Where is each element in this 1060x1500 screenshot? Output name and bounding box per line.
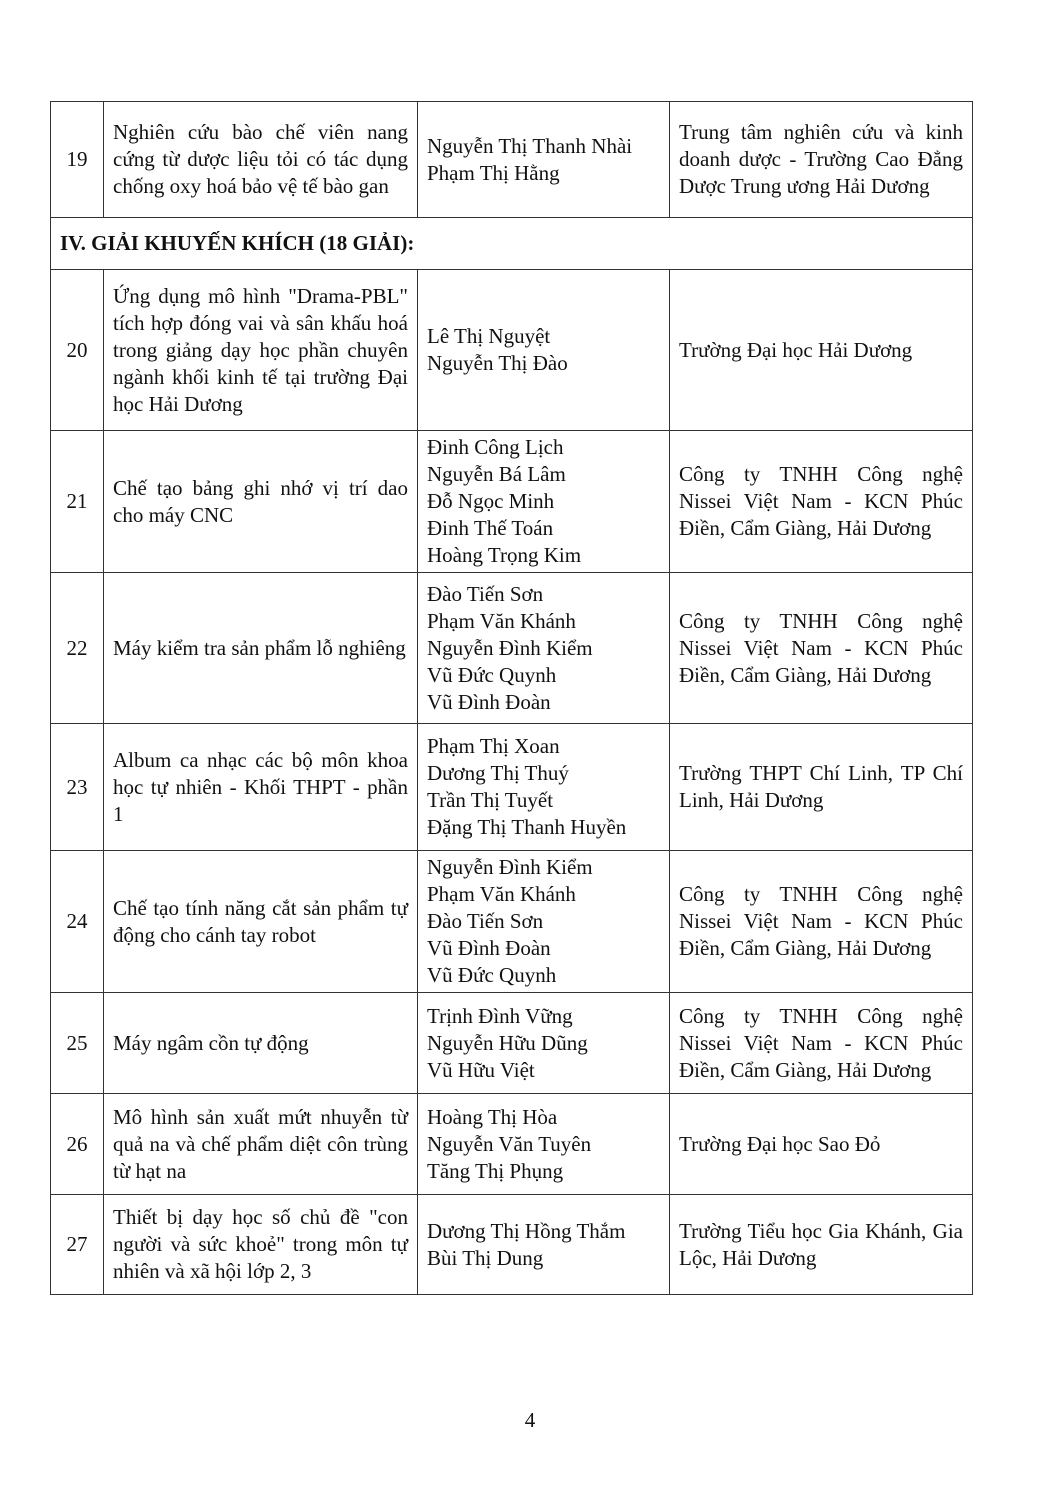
- author-name: Nguyễn Đình Kiểm: [427, 635, 593, 660]
- author-name: Hoàng Thị Hòa: [427, 1104, 558, 1129]
- project-title: Ứng dụng mô hình "Drama-PBL" tích hợp đóng vai và sân khấu hoá trong giảng dạy học phần chuyên ngành khối kinh tế tại trường Đại học Hải Dương: [104, 270, 418, 431]
- author-name: Nguyễn Thị Thanh Nhài: [427, 133, 633, 158]
- author-name: Phạm Văn Khánh: [427, 608, 576, 633]
- section-heading-group: [51, 218, 973, 270]
- row-number: 25: [51, 993, 104, 1094]
- section-heading: IV. GIẢI KHUYẾN KHÍCH (18 GIẢI):: [51, 218, 973, 270]
- project-title: Chế tạo bảng ghi nhớ vị trí dao cho máy CNC: [104, 431, 418, 573]
- institution: Trường THPT Chí Linh, TP Chí Linh, Hải Dương: [670, 724, 973, 851]
- row-number: 23: [51, 724, 104, 851]
- table-row: [51, 1094, 973, 1195]
- author-name: Vũ Đức Quynh: [427, 662, 557, 687]
- project-title: Máy kiểm tra sản phẩm lỗ nghiêng: [104, 573, 418, 724]
- institution: Trường Đại học Hải Dương: [670, 270, 973, 431]
- author-name: Đào Tiến Sơn: [427, 581, 544, 606]
- table-row: [51, 102, 973, 218]
- author-name: Nguyễn Hữu Dũng: [427, 1030, 588, 1055]
- institution: Công ty TNHH Công nghệ Nissei Việt Nam - KCN Phúc Điền, Cẩm Giàng, Hải Dương: [670, 431, 973, 573]
- table-row: [51, 270, 973, 431]
- table-row: [51, 573, 973, 724]
- authors-cell: [418, 1195, 670, 1295]
- project-title: Nghiên cứu bào chế viên nang cứng từ dược liệu tỏi có tác dụng chống oxy hoá bảo vệ tế bào gan: [104, 102, 418, 218]
- author-name: Trần Thị Tuyết: [427, 788, 554, 812]
- project-title: Chế tạo tính năng cắt sản phẩm tự động cho cánh tay robot: [104, 851, 418, 993]
- author-name: Đinh Công Lịch: [427, 435, 564, 459]
- author-name: Đào Tiến Sơn: [427, 909, 544, 933]
- row-number: 19: [51, 102, 104, 218]
- table-row: [51, 1195, 973, 1295]
- author-name: Nguyễn Bá Lâm: [427, 462, 566, 486]
- project-title: Máy ngâm cồn tự động: [104, 993, 418, 1094]
- author-name: Đỗ Ngọc Minh: [427, 489, 555, 513]
- author-name: Vũ Hữu Việt: [427, 1057, 535, 1082]
- author-name: Lê Thị Nguyệt: [427, 324, 551, 348]
- awards-table: [50, 101, 973, 1295]
- author-name: Nguyễn Thị Đào: [427, 351, 568, 375]
- table-row: [51, 851, 973, 993]
- page-number: 4: [524, 1408, 536, 1432]
- table-row: [51, 993, 973, 1094]
- author-name: Hoàng Trọng Kim: [427, 543, 582, 567]
- authors-cell: [418, 573, 670, 724]
- author-name: Phạm Thị Hằng: [427, 160, 560, 185]
- table-row: [51, 724, 973, 851]
- author-name: Dương Thị Thuý: [427, 761, 569, 785]
- institution: Trung tâm nghiên cứu và kinh doanh dược - Trường Cao Đẳng Dược Trung ương Hải Dương: [670, 102, 973, 218]
- table-row: [51, 431, 973, 573]
- author-name: Đinh Thế Toán: [427, 516, 554, 540]
- institution: Trường Tiểu học Gia Khánh, Gia Lộc, Hải Dương: [670, 1195, 973, 1295]
- rows-after: [51, 270, 973, 1295]
- author-name: Trịnh Đình Vững: [427, 1003, 573, 1028]
- author-name: Bùi Thị Dung: [427, 1245, 544, 1270]
- author-name: Nguyễn Văn Tuyên: [427, 1131, 592, 1156]
- row-number: 20: [51, 270, 104, 431]
- row-number: 22: [51, 573, 104, 724]
- row-number: 27: [51, 1195, 104, 1295]
- authors-cell: [418, 102, 670, 218]
- author-name: Dương Thị Hồng Thắm: [427, 1218, 626, 1243]
- authors-cell: [418, 1094, 670, 1195]
- author-name: Tăng Thị Phụng: [427, 1158, 564, 1183]
- authors-cell: [418, 270, 670, 431]
- institution: Công ty TNHH Công nghệ Nissei Việt Nam - KCN Phúc Điền, Cẩm Giàng, Hải Dương: [670, 573, 973, 724]
- institution: Công ty TNHH Công nghệ Nissei Việt Nam - KCN Phúc Điền, Cẩm Giàng, Hải Dương: [670, 993, 973, 1094]
- project-title: Mô hình sản xuất mứt nhuyễn từ quả na và chế phẩm diệt côn trùng từ hạt na: [104, 1094, 418, 1195]
- row-number: 26: [51, 1094, 104, 1195]
- institution: Công ty TNHH Công nghệ Nissei Việt Nam - KCN Phúc Điền, Cẩm Giàng, Hải Dương: [670, 851, 973, 993]
- row-number: 21: [51, 431, 104, 573]
- rows-before: [51, 102, 973, 218]
- project-title: Album ca nhạc các bộ môn khoa học tự nhiên - Khối THPT - phần 1: [104, 724, 418, 851]
- authors-cell: [418, 431, 670, 573]
- author-name: Vũ Đức Quynh: [427, 963, 557, 987]
- row-number: 24: [51, 851, 104, 993]
- author-name: Nguyễn Đình Kiểm: [427, 855, 593, 879]
- institution: Trường Đại học Sao Đỏ: [670, 1094, 973, 1195]
- author-name: Phạm Văn Khánh: [427, 882, 576, 906]
- authors-cell: [418, 993, 670, 1094]
- authors-cell: [418, 724, 670, 851]
- author-name: Phạm Thị Xoan: [427, 734, 560, 758]
- author-name: Vũ Đình Đoàn: [427, 689, 551, 714]
- author-name: Đặng Thị Thanh Huyền: [427, 815, 627, 839]
- section-heading-row: [51, 218, 973, 270]
- project-title: Thiết bị dạy học số chủ đề "con người và sức khoẻ" trong môn tự nhiên và xã hội lớp 2, 3: [104, 1195, 418, 1295]
- authors-cell: [418, 851, 670, 993]
- author-name: Vũ Đình Đoàn: [427, 936, 551, 960]
